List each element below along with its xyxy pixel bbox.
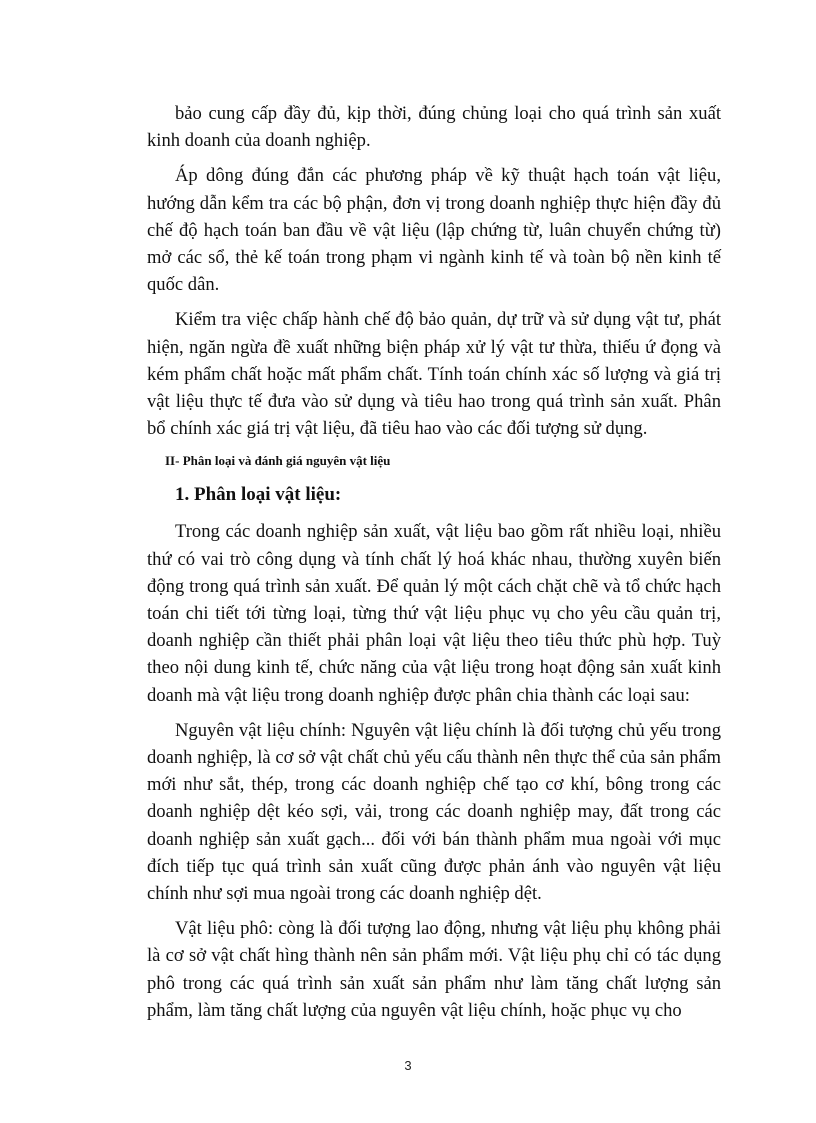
body-paragraph: Vật liệu phô: còng là đối tượng lao động, nhưng vật liệu phụ không phải là cơ sở vật chất hìng thành nên sản phẩm mới. Vật liệu phụ chỉ có tác dụng phô trong các quá trình sản xuất sản phẩm như làm tăng chất lượng sản phẩm, làm tăng chất lượng của nguyên vật liệu chính, hoặc phục vụ cho xyxy=(147,918,721,1021)
body-paragraph: Nguyên vật liệu chính: Nguyên vật liệu chính là đối tượng chủ yếu trong doanh nghiệp, là cơ sở vật chất chủ yếu cấu thành nên thực thể của sản phẩm mới như sắt, thép, trong các doanh nghiệp chế tạo cơ khí, bông trong các doanh nghiệp dệt kéo sợi, vải, trong các doanh nghiệp may, đất trong các doanh nghiệp sản xuất gạch... đối với bán thành phẩm mua ngoài với mục đích tiếp tục quá trình sản xuất cũng được phản ánh vào nguyên vật liệu chính như sợi mua ngoài trong các doanh nghiệp dệt. xyxy=(147,719,721,905)
body-paragraph: bảo cung cấp đầy đủ, kịp thời, đúng chủng loại cho quá trình sản xuất kinh doanh của doanh nghiệp. xyxy=(147,103,721,152)
body-paragraph: Trong các doanh nghiệp sản xuất, vật liệu bao gồm rất nhiều loại, nhiều thứ có vai trò công dụng và tính chất lý hoá khác nhau, thường xuyên biến động trong quá trình sản xuất. Để quản lý một cách chặt chẽ và tổ chức hạch toán chi tiết tới từng loại, từng thứ vật liệu phục vụ cho yêu cầu quản trị, doanh nghiệp cần thiết phải phân loại vật liệu theo tiêu thức phù hợp. Tuỳ theo nội dung kinh tế, chức năng của vật liệu trong hoạt động sản xuất kinh doanh mà vật liệu trong doanh nghiệp được phân chia thành các loại sau: xyxy=(147,521,721,706)
page-body xyxy=(147,100,721,1032)
page-number: 3 xyxy=(404,1058,412,1073)
body-paragraph: Áp dông đúng đắn các phương pháp về kỹ thuật hạch toán vật liệu, hướng dẫn kểm tra các bộ phận, đơn vị trong doanh nghiệp thực hiện đầy đủ chế độ hạch toán ban đầu về vật liệu (lập chứng từ, luân chuyển chứng từ) mở các sổ, thẻ kế toán trong phạm vi ngành kinh tế và toàn bộ nền kinh tế quốc dân. xyxy=(147,165,721,296)
body-paragraph: Kiểm tra việc chấp hành chế độ bảo quản, dự trữ và sử dụng vật tư, phát hiện, ngăn ngừa đề xuất những biện pháp xử lý vật tư thừa, thiếu ứ đọng và kém phẩm chất hoặc mất phẩm chất. Tính toán chính xác số lượng và giá trị vật liệu thực tế đưa vào sử dụng và tiêu hao trong quá trình sản xuất. Phân bổ chính xác giá trị vật liệu, đã tiêu hao vào các đối tượng sử dụng. xyxy=(147,309,721,440)
sub-heading: 1. Phân loại vật liệu: xyxy=(175,484,342,506)
section-heading: II- Phân loại và đánh giá nguyên vật liệu xyxy=(165,453,391,469)
